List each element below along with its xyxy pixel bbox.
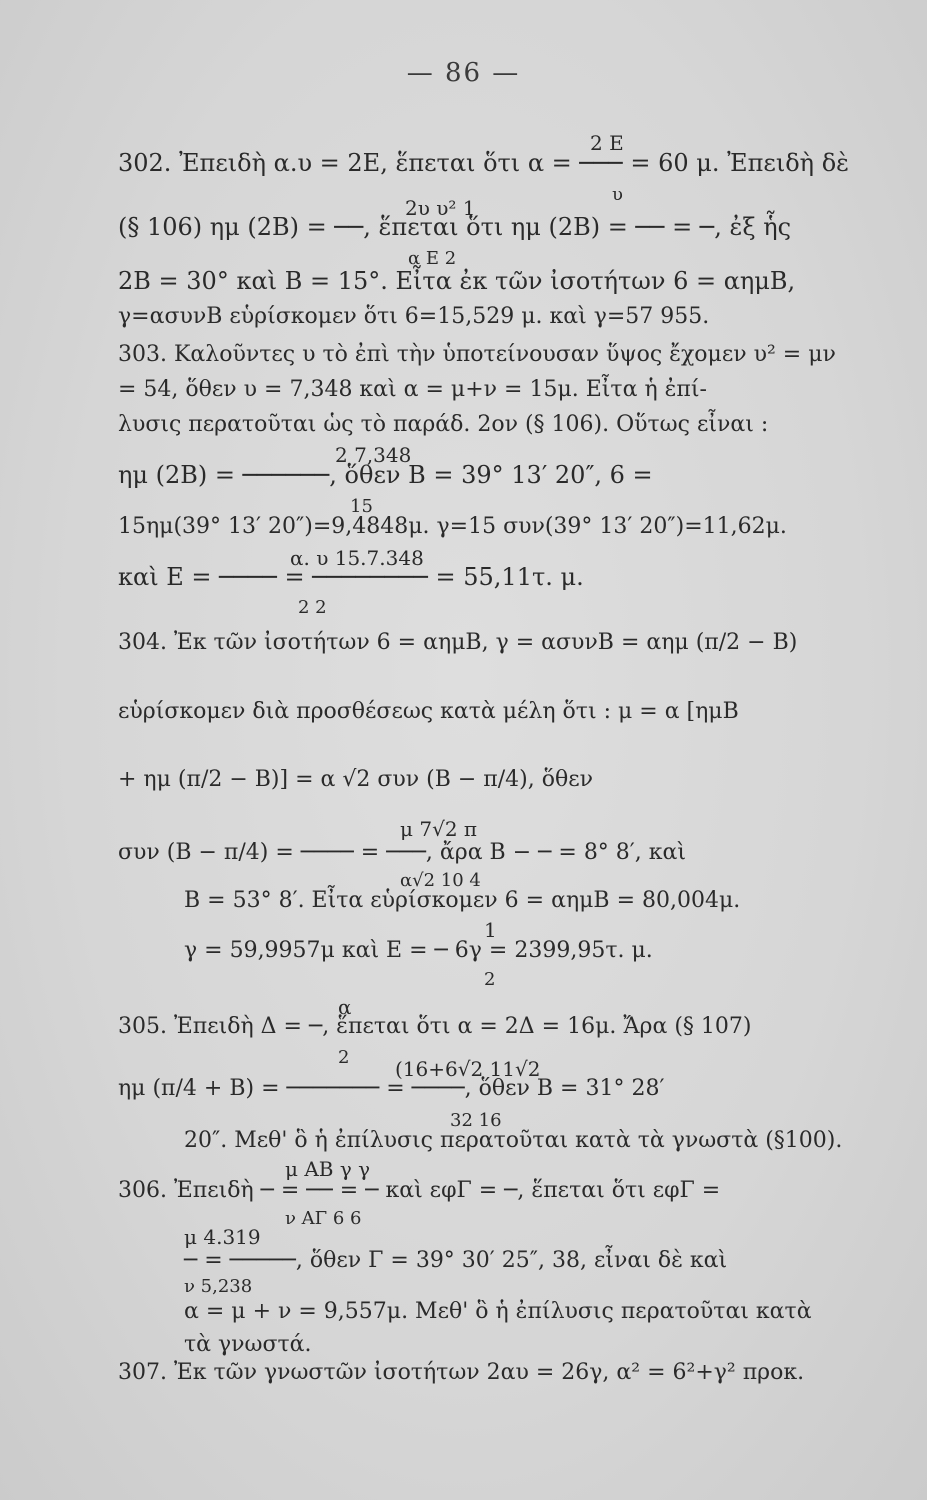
text-line-l17: καὶ Ε = ──── = ──────── = 55,11τ. μ. [118, 563, 584, 591]
text-line-l08: γ=ασυνΒ εὑρίσκομεν ὅτι 6=15,529 μ. καὶ γ=57 955. [118, 304, 710, 329]
text-line-l26: 1 [484, 918, 497, 942]
text-line-l34: 32 16 [450, 1110, 502, 1131]
text-line-l24: α√2 10 4 [400, 870, 481, 891]
text-line-l10: = 54, ὅθεν υ = 7,348 καὶ α = μ+ν = 15μ. Εἶτα ἡ ἐπί- [118, 377, 707, 402]
text-line-l07: 2Β = 30° καὶ Β = 15°. Εἶτα ἐκ τῶν ἰσοτήτων 6 = αημΒ, [118, 267, 796, 295]
text-line-l23: συν (Β − π/4) = ──── = ───, ἄρα Β − ─ = 8° 8′, καὶ [118, 840, 687, 865]
text-line-l19: 304. Ἐκ τῶν ἰσοτήτων 6 = αημΒ, γ = ασυνΒ = αημ (π/2 − Β) [118, 630, 798, 655]
text-line-l14: 15 [350, 496, 373, 517]
text-line-l13: ημ (2Β) = ──────, ὅθεν Β = 39° 13′ 20″, 6 = [118, 461, 653, 489]
text-line-l22: μ 7√2 π [400, 817, 478, 841]
text-line-l15: 15ημ(39° 13′ 20″)=9,4848μ. γ=15 συν(39° 13′ 20″)=11,62μ. [118, 514, 787, 539]
text-line-l39: μ 4.319 [184, 1225, 261, 1249]
text-line-l32: (16+6√2 11√2 [395, 1057, 541, 1081]
text-line-l18: 2 2 [298, 597, 327, 618]
text-line-l02: 302. Ἐπειδὴ α.υ = 2Ε, ἕπεται ὅτι α = ─── = 60 μ. Ἐπειδὴ δὲ [118, 149, 850, 177]
text-line-l35: 20″. Μεθ' ὃ ἡ ἐπίλυσις περατοῦται κατὰ τὰ γνωστὰ (§100). [184, 1128, 843, 1153]
text-line-l09: 303. Καλοῦντες υ τὸ ἐπὶ τὴν ὑποτείνουσαν ὕψος ἔχομεν υ² = μν [118, 342, 836, 367]
page-number: — 86 — [406, 58, 521, 88]
text-line-l11: λυσις περατοῦται ὡς τὸ παράδ. 2ον (§ 106). Οὕτως εἶναι : [118, 412, 769, 437]
text-line-l31: 2 [338, 1047, 350, 1068]
text-line-l04: 2υ υ² 1 [405, 196, 476, 220]
text-line-l36: μ ΑΒ γ γ [285, 1157, 371, 1181]
text-line-l27: γ = 59,9957μ καὶ Ε = ─ 6γ = 2399,95τ. μ. [184, 938, 653, 963]
text-line-l37: 306. Ἐπειδὴ ─ = ── = ─ καὶ εφΓ = ─, ἕπεται ὅτι εφΓ = [118, 1178, 721, 1203]
text-line-l06: α Ε 2 [408, 248, 457, 269]
text-line-l21: + ημ (π/2 − Β)] = α √2 συν (Β − π/4), ὅθεν [118, 767, 594, 792]
text-line-l41: ν 5,238 [184, 1276, 253, 1297]
text-line-l38: ν ΑΓ 6 6 [285, 1208, 362, 1229]
text-line-l33: ημ (π/4 + Β) = ─────── = ────, ὅθεν Β = 31° 28′ [118, 1076, 665, 1101]
text-line-l29: α [338, 995, 352, 1019]
text-line-l43: τὰ γνωστά. [184, 1332, 312, 1357]
text-line-l01: 2 E [590, 131, 624, 155]
text-line-l12: 2 7,348 [335, 443, 412, 467]
text-line-l40: ─ = ─────, ὅθεν Γ = 39° 30′ 25″, 38, εἶναι δὲ καὶ [184, 1248, 728, 1273]
text-line-l03: υ [612, 184, 623, 205]
text-line-l20: εὑρίσκομεν διὰ προσθέσεως κατὰ μέλη ὅτι : μ = α [ημΒ [118, 699, 739, 724]
text-line-l16: α. υ 15.7.348 [290, 546, 424, 570]
text-line-l30: 305. Ἐπειδὴ Δ = ─, ἕπεται ὅτι α = 2Δ = 16μ. Ἄρα (§ 107) [118, 1014, 752, 1039]
text-line-l44: 307. Ἐκ τῶν γνωστῶν ἰσοτήτων 2αυ = 26γ, α² = 6²+γ² προκ. [118, 1360, 805, 1385]
text-line-l28: 2 [484, 969, 496, 990]
text-line-l25: Β = 53° 8′. Εἶτα εὑρίσκομεν 6 = αημΒ = 80,004μ. [184, 888, 741, 913]
text-line-l42: α = μ + ν = 9,557μ. Μεθ' ὃ ἡ ἐπίλυσις περατοῦται κατὰ [184, 1299, 812, 1324]
text-line-l05: (§ 106) ημ (2Β) = ──, ἕπεται ὅτι ημ (2Β) = ── = ─, ἐξ ἧς [118, 213, 792, 241]
